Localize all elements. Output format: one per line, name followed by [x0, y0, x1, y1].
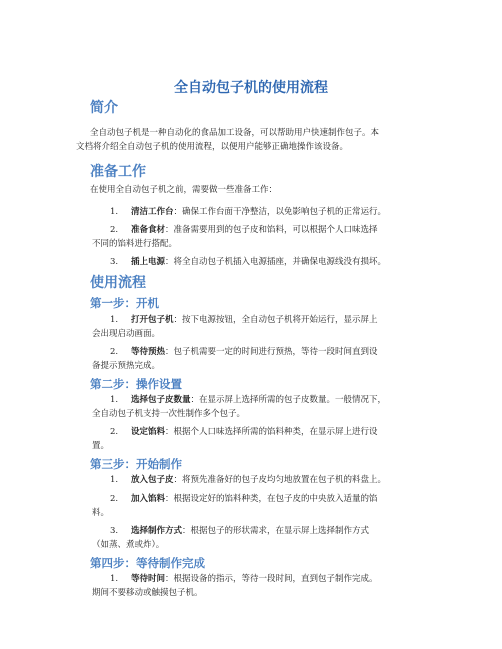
- step-4-item-1-continued: 期间不要移动或触摸包子机。: [92, 588, 203, 598]
- flow-heading: 使用流程: [90, 275, 146, 291]
- step-2-item-2-text: ：根据个人口味选择所需的馅料种类，在显示屏上进行设: [165, 427, 378, 437]
- step-1-item-2-number: 2.: [110, 347, 119, 357]
- step-2-item-1-text: ：在显示屏上选择所需的包子皮数量。一般情况下，: [190, 395, 387, 405]
- step-2-item-1-number: 1.: [110, 395, 119, 405]
- prep-item-3-number: 3.: [110, 257, 119, 267]
- step-3-item-2-number: 2.: [110, 494, 119, 504]
- step-1-item-1-term: 打开包子机: [131, 315, 174, 325]
- step-2-item-2: [131, 425, 378, 439]
- step-3-item-2-text: ：根据设定好的馅料种类，在包子皮的中央放入适量的馅: [165, 494, 378, 504]
- prep-heading: 准备工作: [90, 164, 146, 180]
- step-1-heading: 第一步：开机: [90, 296, 159, 310]
- step-3-item-2-term: 加入馅料: [131, 494, 166, 504]
- prep-item-2-text: ：准备需要用到的包子皮和馅料，可以根据个人口味选择: [165, 225, 378, 235]
- prep-item-3: [131, 255, 386, 269]
- step-2-item-2-number: 2.: [110, 427, 119, 437]
- step-2-item-1-continued: 全自动包子机支持一次性制作多个包子。: [92, 409, 246, 419]
- prep-item-2-term: 准备食材: [131, 225, 166, 235]
- step-2-item-2-continued: 置。: [92, 441, 110, 451]
- step-2-heading: 第二步：操作设置: [90, 377, 182, 391]
- step-4-item-1-text: ：根据设备的指示，等待一段时间，直到包子制作完成。: [165, 574, 378, 584]
- step-3-item-2-continued: 料。: [92, 508, 110, 518]
- prep-item-1-text: ：确保工作台面干净整洁，以免影响包子机的正常运行。: [173, 207, 387, 217]
- step-3-item-3-term: 选择制作方式: [131, 526, 183, 536]
- step-2-item-2-term: 设定馅料: [131, 427, 166, 437]
- step-1-item-2-term: 等待预热: [131, 347, 166, 357]
- step-2-item-1: [131, 393, 386, 407]
- prep-item-1-number: 1.: [110, 207, 119, 217]
- step-1-item-2-text: ：包子机需要一定的时间进行预热，等待一段时间直到设: [165, 347, 378, 357]
- step-2-item-1-term: 选择包子皮数量: [131, 395, 191, 405]
- step-3-item-3-continued: （如蒸、煮或炸）。: [92, 540, 165, 550]
- step-1-item-1-continued: 会出现启动画面。: [92, 329, 161, 339]
- step-4-item-1-number: 1.: [110, 574, 119, 584]
- step-3-item-3-number: 3.: [110, 526, 119, 536]
- prep-item-3-text: ：将全自动包子机插入电源插座，并确保电源线没有损坏。: [165, 257, 387, 267]
- prep-item-1-term: 清洁工作台: [131, 207, 174, 217]
- step-1-item-1-number: 1.: [110, 315, 119, 325]
- intro-line-2: 文档将介绍全自动包子机的使用流程，以便用户能够正确地操作该设备。: [76, 142, 349, 152]
- step-3-item-2: [131, 492, 378, 506]
- step-1-item-2: [131, 345, 378, 359]
- prep-item-3-term: 插上电源: [131, 257, 166, 267]
- step-3-item-1-number: 1.: [110, 475, 119, 485]
- step-3-heading: 第三步：开始制作: [90, 457, 182, 471]
- step-3-item-1: [131, 473, 386, 487]
- prep-item-2: [131, 223, 378, 237]
- step-1-item-2-continued: 备提示预热完成。: [92, 361, 161, 371]
- step-4-item-1: [131, 572, 378, 586]
- step-3-item-3-text: ：根据包子的形状需求，在显示屏上选择制作方式: [182, 526, 370, 536]
- prep-item-1: [131, 205, 386, 219]
- prep-item-2-number: 2.: [110, 225, 119, 235]
- step-4-heading: 第四步：等待制作完成: [90, 556, 205, 570]
- step-3-item-3: [131, 524, 369, 538]
- step-4-item-1-term: 等待时间: [131, 574, 166, 584]
- prep-item-2-continued: 不同的馅料进行搭配。: [92, 239, 178, 249]
- intro-heading: 简介: [90, 100, 118, 116]
- step-1-item-1: [131, 313, 378, 327]
- step-1-item-1-text: ：按下电源按钮，全自动包子机将开始运行，显示屏上: [173, 315, 378, 325]
- intro-line-1: 全自动包子机是一种自动化的食品加工设备，可以帮助用户快速制作包子。本: [90, 128, 380, 138]
- step-3-item-1-term: 放入包子皮: [131, 475, 174, 485]
- step-3-item-1-text: ：将预先准备好的包子皮均匀地放置在包子机的料盘上。: [173, 475, 387, 485]
- prep-lead: 在使用全自动包子机之前，需要做一些准备工作：: [90, 185, 278, 195]
- document-title: 全自动包子机的使用流程: [174, 80, 328, 96]
